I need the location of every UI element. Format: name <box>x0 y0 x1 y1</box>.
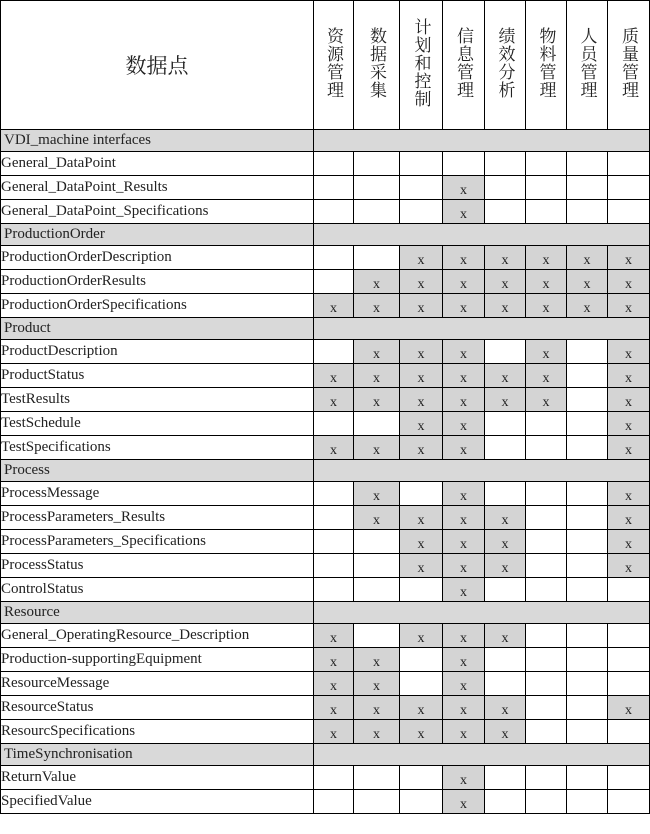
table-row <box>1 340 650 364</box>
empty-cell <box>400 766 443 790</box>
marked-cell: x <box>443 506 485 530</box>
empty-cell <box>400 672 443 696</box>
marked-cell: x <box>526 364 567 388</box>
marked-cell: x <box>354 270 400 294</box>
empty-cell <box>526 720 567 744</box>
empty-cell <box>526 176 567 200</box>
row-label: ProcessParameters_Results <box>1 506 314 530</box>
empty-cell <box>608 672 650 696</box>
marked-cell: x <box>443 246 485 270</box>
marked-cell: x <box>354 294 400 318</box>
empty-cell <box>354 176 400 200</box>
empty-cell <box>567 720 608 744</box>
empty-cell <box>526 152 567 176</box>
marked-cell: x <box>443 270 485 294</box>
row-label: ResourceStatus <box>1 696 314 720</box>
empty-cell <box>608 790 650 814</box>
empty-cell <box>526 766 567 790</box>
marked-cell: x <box>400 364 443 388</box>
marked-cell: x <box>443 176 485 200</box>
row-label: ResourceMessage <box>1 672 314 696</box>
empty-cell <box>567 340 608 364</box>
group-fill <box>314 130 650 152</box>
empty-cell <box>354 578 400 602</box>
marked-cell: x <box>443 482 485 506</box>
group-fill <box>314 744 650 766</box>
table-row <box>1 554 650 578</box>
row-label: TestSchedule <box>1 412 314 436</box>
empty-cell <box>443 152 485 176</box>
empty-cell <box>608 766 650 790</box>
column-header <box>485 1 526 130</box>
marked-cell: x <box>443 436 485 460</box>
empty-cell <box>400 578 443 602</box>
marked-cell: x <box>485 720 526 744</box>
empty-cell <box>400 152 443 176</box>
empty-cell <box>314 578 354 602</box>
marked-cell: x <box>400 554 443 578</box>
table-row <box>1 624 650 648</box>
empty-cell <box>567 388 608 412</box>
marked-cell: x <box>526 294 567 318</box>
empty-cell <box>567 482 608 506</box>
table-row <box>1 294 650 318</box>
empty-cell <box>400 790 443 814</box>
table-row <box>1 530 650 554</box>
column-header <box>443 1 485 130</box>
group-fill <box>314 460 650 482</box>
header-row <box>1 1 650 130</box>
marked-cell: x <box>400 294 443 318</box>
row-label: ProcessStatus <box>1 554 314 578</box>
marked-cell: x <box>443 578 485 602</box>
empty-cell <box>526 436 567 460</box>
empty-cell <box>354 624 400 648</box>
table-row <box>1 766 650 790</box>
marked-cell: x <box>354 364 400 388</box>
marked-cell: x <box>400 530 443 554</box>
group-label: TimeSynchronisation <box>1 744 314 766</box>
empty-cell <box>485 578 526 602</box>
row-label: TestResults <box>1 388 314 412</box>
marked-cell: x <box>443 720 485 744</box>
marked-cell: x <box>400 720 443 744</box>
group-row <box>1 224 650 246</box>
marked-cell: x <box>485 696 526 720</box>
row-label: ProductDescription <box>1 340 314 364</box>
marked-cell: x <box>314 364 354 388</box>
corner-label: 数据点 <box>1 1 314 130</box>
marked-cell: x <box>485 624 526 648</box>
empty-cell <box>314 530 354 554</box>
empty-cell <box>485 340 526 364</box>
marked-cell: x <box>400 246 443 270</box>
column-header <box>567 1 608 130</box>
marked-cell: x <box>400 412 443 436</box>
marked-cell: x <box>608 412 650 436</box>
marked-cell: x <box>608 364 650 388</box>
table-row <box>1 790 650 814</box>
empty-cell <box>354 554 400 578</box>
empty-cell <box>314 176 354 200</box>
row-label: Production-supportingEquipment <box>1 648 314 672</box>
table-row <box>1 696 650 720</box>
marked-cell: x <box>443 696 485 720</box>
empty-cell <box>485 152 526 176</box>
empty-cell <box>567 176 608 200</box>
empty-cell <box>354 246 400 270</box>
empty-cell <box>485 672 526 696</box>
marked-cell: x <box>354 672 400 696</box>
empty-cell <box>400 200 443 224</box>
marked-cell: x <box>443 648 485 672</box>
empty-cell <box>485 766 526 790</box>
empty-cell <box>567 648 608 672</box>
empty-cell <box>567 554 608 578</box>
column-header-label: 数据采集 <box>366 26 386 99</box>
empty-cell <box>567 578 608 602</box>
marked-cell: x <box>443 790 485 814</box>
marked-cell: x <box>443 672 485 696</box>
empty-cell <box>314 482 354 506</box>
empty-cell <box>608 152 650 176</box>
empty-cell <box>526 648 567 672</box>
column-header <box>526 1 567 130</box>
row-label: ProcessParameters_Specifications <box>1 530 314 554</box>
group-row <box>1 460 650 482</box>
table-row <box>1 412 650 436</box>
marked-cell: x <box>354 340 400 364</box>
empty-cell <box>567 790 608 814</box>
empty-cell <box>567 624 608 648</box>
marked-cell: x <box>400 506 443 530</box>
empty-cell <box>567 364 608 388</box>
group-label: VDI_machine interfaces <box>1 130 314 152</box>
table-row <box>1 648 650 672</box>
empty-cell <box>314 200 354 224</box>
empty-cell <box>314 246 354 270</box>
empty-cell <box>354 200 400 224</box>
group-row <box>1 744 650 766</box>
row-label: ProcessMessage <box>1 482 314 506</box>
marked-cell: x <box>608 246 650 270</box>
marked-cell: x <box>314 294 354 318</box>
empty-cell <box>400 648 443 672</box>
marked-cell: x <box>567 270 608 294</box>
row-label: ProductionOrderDescription <box>1 246 314 270</box>
empty-cell <box>526 554 567 578</box>
column-header-label: 质量管理 <box>618 26 638 99</box>
empty-cell <box>485 412 526 436</box>
group-fill <box>314 602 650 624</box>
empty-cell <box>526 624 567 648</box>
empty-cell <box>485 482 526 506</box>
empty-cell <box>526 696 567 720</box>
empty-cell <box>354 766 400 790</box>
marked-cell: x <box>314 436 354 460</box>
marked-cell: x <box>400 624 443 648</box>
empty-cell <box>485 790 526 814</box>
marked-cell: x <box>443 530 485 554</box>
marked-cell: x <box>314 388 354 412</box>
marked-cell: x <box>354 648 400 672</box>
marked-cell: x <box>485 388 526 412</box>
empty-cell <box>567 412 608 436</box>
matrix-body <box>1 130 650 814</box>
marked-cell: x <box>443 294 485 318</box>
table-row <box>1 364 650 388</box>
empty-cell <box>485 200 526 224</box>
row-label: ProductionOrderSpecifications <box>1 294 314 318</box>
table-row <box>1 270 650 294</box>
marked-cell: x <box>400 696 443 720</box>
marked-cell: x <box>485 554 526 578</box>
column-header-label: 信息管理 <box>453 26 473 99</box>
empty-cell <box>354 790 400 814</box>
column-header-label: 绩效分析 <box>494 26 515 99</box>
table-row <box>1 578 650 602</box>
marked-cell: x <box>526 246 567 270</box>
row-label: ProductStatus <box>1 364 314 388</box>
marked-cell: x <box>314 696 354 720</box>
table-row <box>1 246 650 270</box>
marked-cell: x <box>485 364 526 388</box>
table-row <box>1 506 650 530</box>
marked-cell: x <box>354 482 400 506</box>
table-row <box>1 388 650 412</box>
marked-cell: x <box>443 554 485 578</box>
row-label: General_DataPoint_Specifications <box>1 200 314 224</box>
empty-cell <box>314 790 354 814</box>
marked-cell: x <box>485 530 526 554</box>
table-row <box>1 672 650 696</box>
empty-cell <box>314 152 354 176</box>
empty-cell <box>608 624 650 648</box>
marked-cell: x <box>567 246 608 270</box>
marked-cell: x <box>400 388 443 412</box>
empty-cell <box>526 578 567 602</box>
row-label: SpecifiedValue <box>1 790 314 814</box>
empty-cell <box>314 766 354 790</box>
table-row <box>1 436 650 460</box>
empty-cell <box>485 648 526 672</box>
column-header-label: 物料管理 <box>535 26 556 99</box>
column-header-label: 计划和控制 <box>410 17 431 108</box>
empty-cell <box>526 530 567 554</box>
empty-cell <box>314 506 354 530</box>
group-label: Process <box>1 460 314 482</box>
column-header-label: 人员管理 <box>576 26 597 99</box>
empty-cell <box>526 672 567 696</box>
row-label: ResourcSpecifications <box>1 720 314 744</box>
empty-cell <box>567 506 608 530</box>
marked-cell: x <box>608 388 650 412</box>
marked-cell: x <box>354 506 400 530</box>
marked-cell: x <box>443 388 485 412</box>
row-label: ReturnValue <box>1 766 314 790</box>
group-row <box>1 602 650 624</box>
empty-cell <box>608 578 650 602</box>
row-label: ProductionOrderResults <box>1 270 314 294</box>
empty-cell <box>400 176 443 200</box>
column-header <box>400 1 443 130</box>
group-label: Resource <box>1 602 314 624</box>
marked-cell: x <box>443 766 485 790</box>
empty-cell <box>485 436 526 460</box>
empty-cell <box>526 200 567 224</box>
marked-cell: x <box>485 270 526 294</box>
marked-cell: x <box>314 624 354 648</box>
row-label: General_DataPoint <box>1 152 314 176</box>
row-label: ControlStatus <box>1 578 314 602</box>
marked-cell: x <box>314 648 354 672</box>
marked-cell: x <box>400 436 443 460</box>
group-label: Product <box>1 318 314 340</box>
empty-cell <box>608 176 650 200</box>
table-row <box>1 720 650 744</box>
marked-cell: x <box>400 340 443 364</box>
empty-cell <box>354 152 400 176</box>
group-row <box>1 318 650 340</box>
table-row <box>1 200 650 224</box>
empty-cell <box>608 720 650 744</box>
group-label: ProductionOrder <box>1 224 314 246</box>
marked-cell: x <box>485 294 526 318</box>
marked-cell: x <box>608 554 650 578</box>
marked-cell: x <box>608 696 650 720</box>
column-header <box>314 1 354 130</box>
marked-cell: x <box>608 436 650 460</box>
group-row <box>1 130 650 152</box>
empty-cell <box>567 200 608 224</box>
empty-cell <box>567 696 608 720</box>
empty-cell <box>526 790 567 814</box>
marked-cell: x <box>354 696 400 720</box>
column-header-label: 资源管理 <box>323 26 343 99</box>
empty-cell <box>567 672 608 696</box>
marked-cell: x <box>608 506 650 530</box>
marked-cell: x <box>608 270 650 294</box>
empty-cell <box>314 270 354 294</box>
empty-cell <box>400 482 443 506</box>
marked-cell: x <box>314 672 354 696</box>
marked-cell: x <box>314 720 354 744</box>
marked-cell: x <box>608 482 650 506</box>
marked-cell: x <box>443 200 485 224</box>
empty-cell <box>608 648 650 672</box>
marked-cell: x <box>443 364 485 388</box>
table-row <box>1 482 650 506</box>
empty-cell <box>526 412 567 436</box>
row-label: General_DataPoint_Results <box>1 176 314 200</box>
marked-cell: x <box>608 294 650 318</box>
marked-cell: x <box>608 340 650 364</box>
marked-cell: x <box>443 624 485 648</box>
empty-cell <box>314 412 354 436</box>
column-header <box>608 1 650 130</box>
marked-cell: x <box>567 294 608 318</box>
marked-cell: x <box>526 388 567 412</box>
marked-cell: x <box>354 720 400 744</box>
group-fill <box>314 224 650 246</box>
marked-cell: x <box>443 412 485 436</box>
table-row <box>1 152 650 176</box>
empty-cell <box>314 554 354 578</box>
group-fill <box>314 318 650 340</box>
marked-cell: x <box>485 246 526 270</box>
empty-cell <box>314 340 354 364</box>
empty-cell <box>567 436 608 460</box>
empty-cell <box>567 530 608 554</box>
column-header <box>354 1 400 130</box>
marked-cell: x <box>400 270 443 294</box>
empty-cell <box>567 766 608 790</box>
marked-cell: x <box>526 340 567 364</box>
row-label: General_OperatingResource_Description <box>1 624 314 648</box>
empty-cell <box>526 506 567 530</box>
row-label: TestSpecifications <box>1 436 314 460</box>
empty-cell <box>354 530 400 554</box>
marked-cell: x <box>443 340 485 364</box>
empty-cell <box>608 200 650 224</box>
marked-cell: x <box>354 388 400 412</box>
marked-cell: x <box>526 270 567 294</box>
marked-cell: x <box>485 506 526 530</box>
empty-cell <box>354 412 400 436</box>
marked-cell: x <box>354 436 400 460</box>
empty-cell <box>485 176 526 200</box>
empty-cell <box>526 482 567 506</box>
marked-cell: x <box>608 530 650 554</box>
table-row <box>1 176 650 200</box>
empty-cell <box>567 152 608 176</box>
